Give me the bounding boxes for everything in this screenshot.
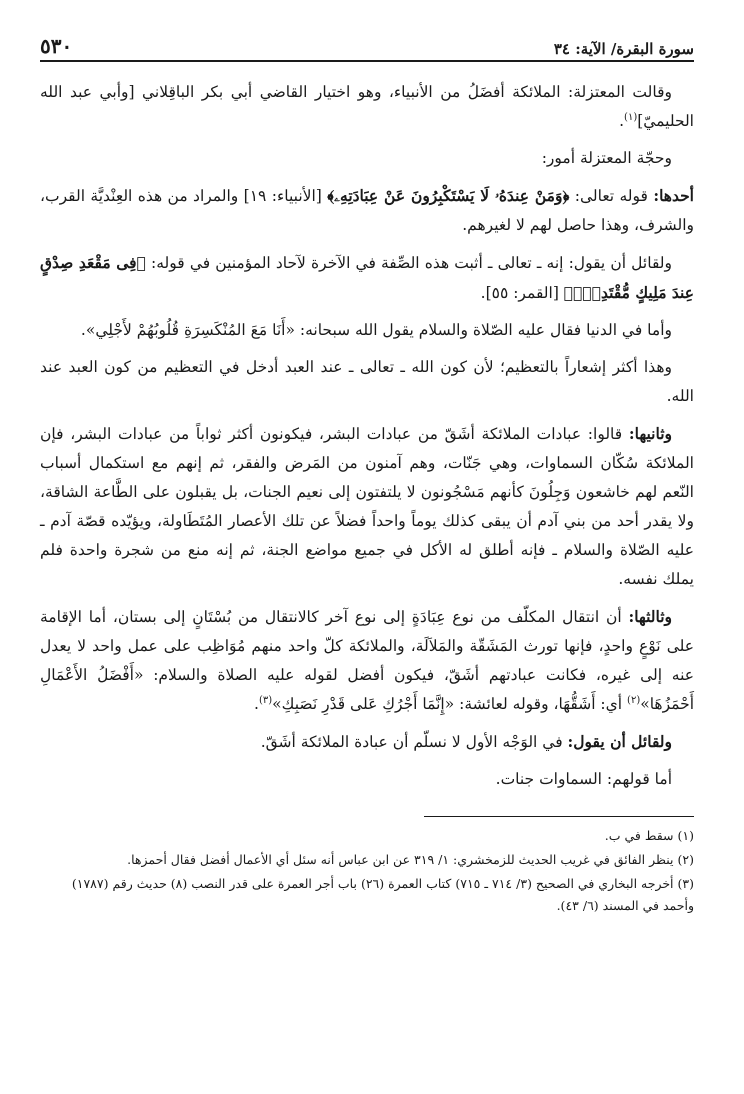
point-heading: أحدها: <box>653 186 694 205</box>
paragraph: أحدها: قوله تعالى: ﴿وَمَنْ عِندَهُۥ لَا يَسْتَكْبِرُونَ عَنْ عِبَادَتِهِۦ﴾ [الأنبياء: ١٩] والمراد من هذه العِنْديَّة القرب، والشرف، وهذا حاصل لهم لا لغيرهم. <box>40 186 694 234</box>
page-number: ٥٣٠ <box>40 34 73 58</box>
quran-verse: ﴿فِى مَقْعَدِ صِدْقٍ عِندَ مَلِيكٍ مُّقْتَدِرٍۭ﴾ <box>40 253 694 302</box>
paragraph: أما قولهم: السماوات جنات. <box>495 770 672 788</box>
point-heading: ولقائل أن يقول: <box>567 732 672 751</box>
point-heading: وثالثها: <box>628 607 672 626</box>
main-text <box>40 78 694 794</box>
quran-verse: ﴿وَمَنْ عِندَهُۥ لَا يَسْتَكْبِرُونَ عَنْ عِبَادَتِهِۦ﴾ <box>327 186 570 205</box>
paragraph: وأما في الدنيا فقال عليه الصّلاة والسلام يقول الله سبحانه: «أَنَا مَعَ المُنْكَسِرَةِ قُلُوبُهُمْ لأَجْلِي». <box>80 321 672 339</box>
surah-title: سورة البقرة/ الآية: ٣٤ <box>553 40 694 58</box>
footnote-marker: (٢) <box>627 694 641 706</box>
footnote-divider <box>424 816 694 817</box>
paragraph: وحجّة المعتزلة أمور: <box>541 149 672 167</box>
footnote: (٢) ينظر الفائق في غريب الحديث للزمخشري: ١/ ٣١٩ عن ابن عباس أنه سئل أي الأعمال أفضل فقال أحمزها. <box>127 852 694 867</box>
point-heading: وثانيها: <box>628 424 672 443</box>
running-header <box>40 30 694 62</box>
paragraph: وهذا أكثر إشعاراً بالتعظيم؛ لأن كون الله ـ تعالى ـ عند العبد أدخل في التعظيم من كون العبد عند الله. <box>40 358 694 405</box>
footnote-marker: (١) <box>624 111 638 123</box>
footnote: (١) سقط في ب. <box>604 828 694 843</box>
footnote-marker: (٣) <box>258 694 273 706</box>
paragraph: ولقائل أن يقول: في الوَجْه الأول لا نسلّم أن عبادة الملائكة أشَقّ. <box>260 732 672 751</box>
footnote: (٣) أخرجه البخاري في الصحيح (٣/ ٧١٤ ـ ٧١٥) كتاب العمرة (٢٦) باب أجر العمرة على قدر النصب (٨) حديث رقم (١٧٨٧) وأحمد في المسند (٦/ ٤٣). <box>71 876 694 913</box>
paragraph: وقالت المعتزلة: الملائكة أفضَلُ من الأنبياء، وهو اختيار القاضي أبي بكر الباقِلاني [وأبي عبد الله الحليميّ]$^{(١)}$. <box>40 83 694 130</box>
paragraph: ولقائل أن يقول: إنه ـ تعالى ـ أثبت هذه الصِّفة في الآخرة لآحاد المؤمنين في قوله: ﴿فِى مَقْعَدِ صِدْقٍ عِندَ مَلِيكٍ مُّقْتَدِرٍۭ﴾ [القمر: ٥٥]. <box>40 253 694 302</box>
paragraph: وثالثها: أن انتقال المكلّف من نوع عِبَادَةٍ إلى نوع آخر كالانتقال من بُسْتَانٍ إلى بستان، أما الإقامة على نَوْعٍ واحدٍ، فإنها تورث المَشَقّة والمَلاَلَة، والملائكة كلّ واحد منهم مُوَاظِب على عمل واحد لا يعدل عنه إلى غيره، فكانت عبادتهم أشَقّ، فيكون أفضل لقوله عليه الصلاة والسلام: «أَفْضَلُ الأَعْمَالِ أَحْمَزُهَا»$^{(٢)}$ أي: أَشَقُّهَا، وقوله لعائشة: «إِنَّمَا أَجْرُكِ عَلى قَدْرِ نَصَبِكِ»$^{(٣)}$. <box>40 607 694 713</box>
paragraph: وثانيها: قالوا: عبادات الملائكة أشَقّ من عبادات البشر، فيكونون أكثر ثواباً من عبادات البشر، فإن الملائكة سُكّان السماوات، وهي جَنّات، وهم آمنون من المَرض والفقر، ثم إنهم مع استكمال أسباب النّعم لهم خاشعون وَجِلُونَ كأنهم مَسْجُونون لا يلتفتون إلى نعيم الجنات، بل يقبلون على الطَّاعة الشاقة، ولا يقدر أحد من بني آدم أن يبقى كذلك يوماً واحداً فضلاً عن تلك الأعصار المُتَطَاولة، ويؤيّده قصّة آدم ـ عليه الصّلاة والسلام ـ فإنه أطلق له الأكل في جميع مواضع الجنة، ثم إنه منع من شجرة واحدة فلم يملك نفسه. <box>40 424 694 588</box>
footnotes <box>40 825 694 917</box>
